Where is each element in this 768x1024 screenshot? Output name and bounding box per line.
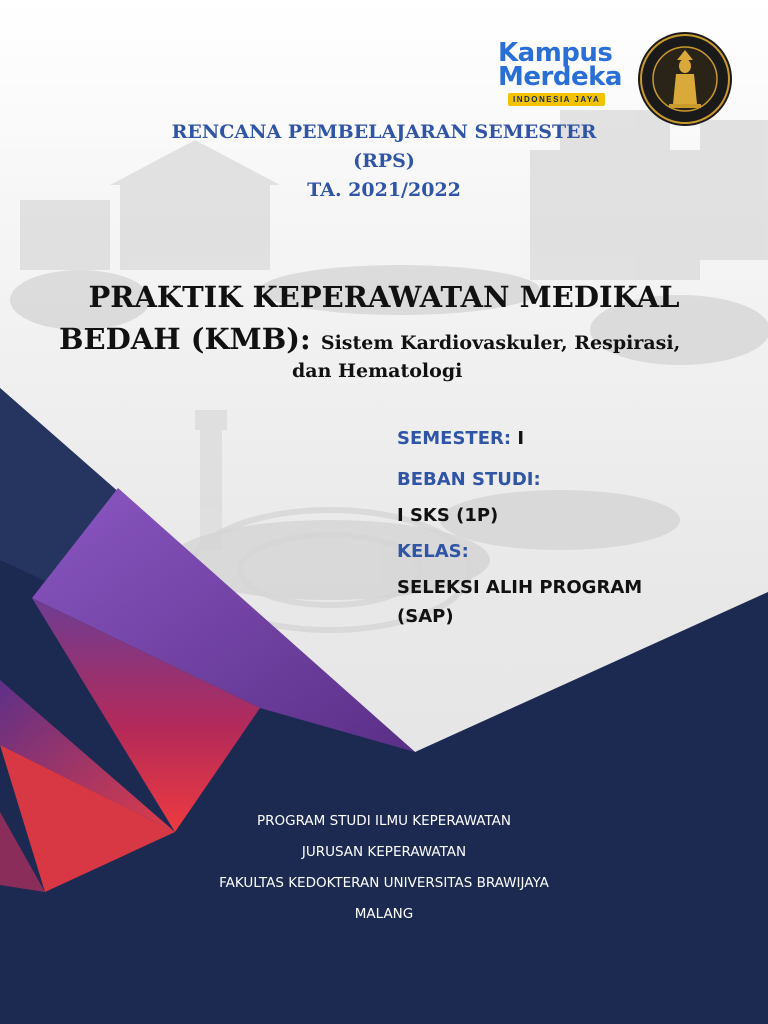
rps-title bbox=[0, 118, 768, 205]
kelas-value-line1: SELEKSI ALIH PROGRAM bbox=[397, 577, 643, 598]
course-title-line2 bbox=[59, 322, 680, 356]
kampus-merdeka-logo bbox=[498, 40, 623, 108]
indonesia-jaya-tagline: INDONESIA JAYA bbox=[508, 93, 605, 106]
course-title-main: BEDAH (KMB): bbox=[59, 322, 311, 356]
semester-value: I bbox=[517, 428, 525, 449]
course-subtitle-line2: dan Hematologi bbox=[292, 360, 463, 382]
merdeka-text: Merdeka bbox=[498, 62, 622, 92]
semester-label: SEMESTER: bbox=[397, 428, 512, 449]
course-subtitle: Sistem Kardiovaskuler, Respirasi, bbox=[320, 332, 681, 354]
footer-city: MALANG bbox=[354, 906, 414, 922]
beban-studi-value: I SKS (1P) bbox=[397, 505, 499, 526]
rps-title-line1: RENCANA PEMBELAJARAN SEMESTER bbox=[171, 121, 597, 143]
rps-title-line3: TA. 2021/2022 bbox=[307, 179, 461, 201]
course-title-line1: PRAKTIK KEPERAWATAN MEDIKAL bbox=[88, 280, 680, 314]
kelas-label: KELAS: bbox=[397, 541, 469, 562]
universitas-brawijaya-seal bbox=[636, 30, 734, 128]
beban-studi-label: BEBAN STUDI: bbox=[397, 469, 541, 490]
rps-title-line2: (RPS) bbox=[353, 150, 415, 172]
semester-row bbox=[397, 428, 524, 449]
footer-jurusan: JURUSAN KEPERAWATAN bbox=[301, 844, 467, 860]
kampus-text: Kampus bbox=[498, 38, 613, 68]
kelas-value-line2: (SAP) bbox=[397, 606, 454, 627]
footer-fakultas: FAKULTAS KEDOKTERAN UNIVERSITAS BRAWIJAYA bbox=[219, 875, 549, 891]
footer-program-studi: PROGRAM STUDI ILMU KEPERAWATAN bbox=[256, 813, 511, 829]
